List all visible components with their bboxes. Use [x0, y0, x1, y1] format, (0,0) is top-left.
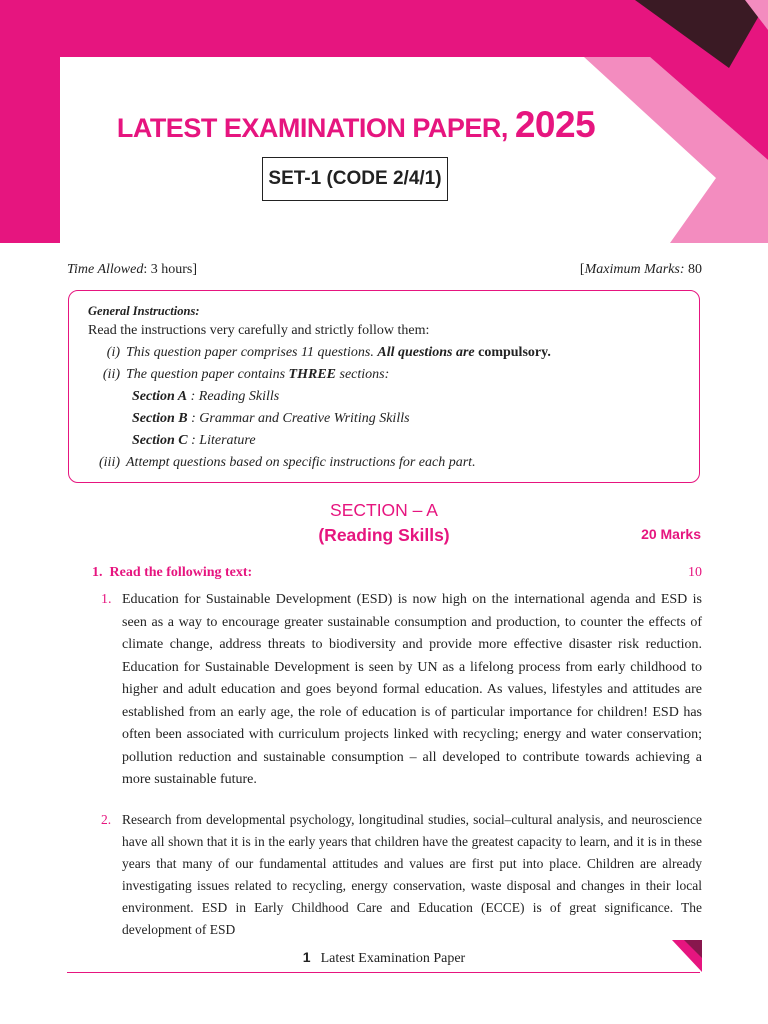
question-heading	[92, 565, 702, 581]
section-subtitle: (Reading Skills)	[318, 525, 450, 545]
section-line	[88, 386, 685, 408]
instruction-text-b: All questions are	[377, 345, 475, 360]
title-text: LATEST EXAMINATION PAPER,	[116, 113, 508, 143]
instruction-text-a: The question paper contains	[126, 367, 286, 382]
instruction-item	[88, 364, 685, 386]
footer-rule	[67, 972, 700, 973]
instruction-text	[126, 364, 389, 386]
time-allowed	[67, 262, 197, 278]
paragraph-number: 1.	[101, 592, 112, 607]
instructions-intro: Read the instructions very carefully and strictly follow them:	[88, 323, 430, 338]
time-value: : 3 hours]	[143, 262, 198, 277]
instruction-number: (ii)	[102, 367, 120, 382]
instruction-item	[88, 452, 685, 474]
instruction-text-b: THREE	[288, 367, 337, 382]
question-marks: 10	[688, 565, 702, 580]
section-desc: : Reading Skills	[190, 389, 280, 404]
instruction-item	[88, 342, 685, 364]
footer-text: Latest Examination Paper	[320, 951, 466, 966]
marks-value: 80	[684, 262, 702, 277]
set-code-box: SET-1 (CODE 2/4/1)	[262, 157, 448, 201]
page-number: 1	[302, 949, 311, 965]
marks-prefix: [	[579, 262, 585, 277]
instruction-text-a: This question paper comprises 11 questions.	[126, 345, 374, 360]
section-title: SECTION – A	[330, 500, 438, 520]
section-marks: 20 Marks	[641, 526, 701, 542]
page-footer	[0, 949, 768, 967]
passage-paragraph	[101, 809, 702, 941]
time-label: Time Allowed	[67, 262, 144, 277]
section-name: Section C	[132, 433, 188, 448]
footer-corner-mark	[672, 940, 704, 974]
paragraph-text: Research from developmental psychology, longitudinal studies, social–cultural analysis, and neuroscience have all shown that it is in the early years that children have the greatest capacity to learn, and it is in these years that many of our fundamental attitudes and values are first put into place. Children are already investigating issues related to recycling, energy conservation, waste disposal and changes in their local environment. ESD in Early Childhood Care and Education (ECCE) is of great significance. The development of ESD	[122, 812, 702, 937]
instruction-text-c: sections:	[339, 367, 390, 382]
maximum-marks	[580, 262, 702, 278]
general-instructions-box	[68, 290, 700, 483]
marks-label: Maximum Marks:	[584, 262, 685, 277]
paragraph-number: 2.	[101, 812, 112, 827]
instructions-heading: General Instructions:	[88, 304, 200, 318]
section-name: Section A	[132, 389, 188, 404]
instruction-number: (i)	[106, 345, 120, 360]
section-line	[88, 430, 685, 452]
section-line	[88, 408, 685, 430]
instruction-text	[126, 342, 551, 364]
instruction-text: Attempt questions based on specific instructions for each part.	[126, 455, 476, 470]
question-label: 1. Read the following text:	[92, 565, 253, 580]
title-year: 2025	[514, 104, 596, 145]
section-name: Section B	[132, 411, 188, 426]
instruction-number: (iii)	[99, 455, 120, 470]
page-title	[0, 104, 712, 146]
passage-paragraph	[101, 589, 702, 792]
paragraph-text: Education for Sustainable Development (ESD) is now high on the international agenda and ESD is seen as a way to encourage greater sustainable consumption and production, to counter the effects of climate change, address threats to biodiversity and provide more effective disaster risk reduction. Education for Sustainable Development is seen by UN as a lifelong process from early childhood to higher and adult education and goes beyond formal education. As values, lifestyles and attitudes are established from an early age, the role of education is of particular importance for children! ESD has often been associated with curriculum projects linked with recycling; energy and water conservation; pollution reduction and sustainable consumption – all developed to contribute towards achieving a more sustainable future.	[122, 592, 702, 787]
section-desc: : Grammar and Creative Writing Skills	[191, 411, 410, 426]
section-desc: : Literature	[191, 433, 256, 448]
instruction-text-c: compulsory.	[478, 345, 551, 360]
